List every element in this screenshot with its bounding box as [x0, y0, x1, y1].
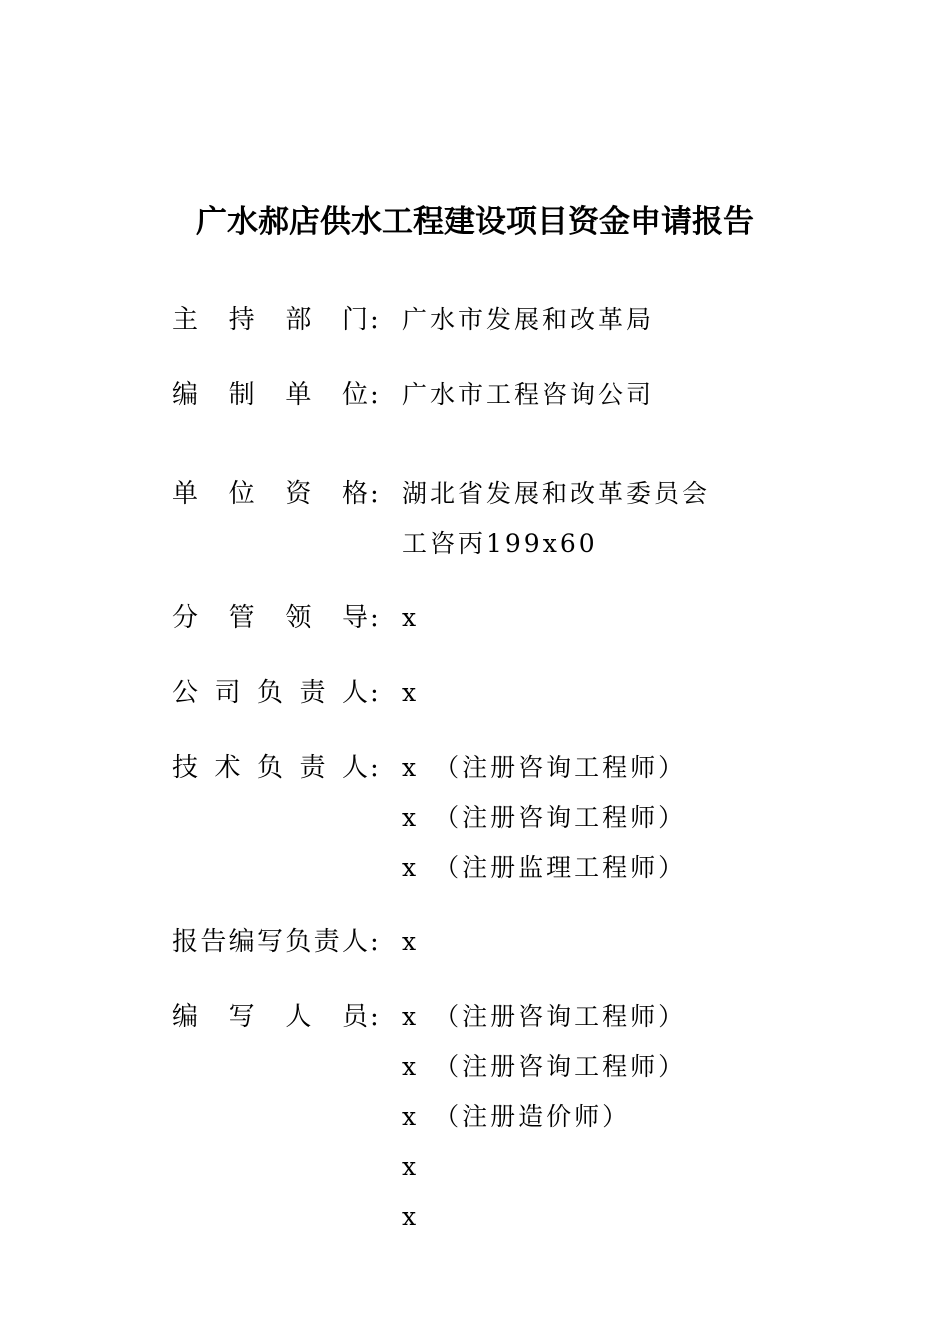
person-line: x （注册造价师）	[402, 1102, 631, 1131]
field-label: 编 写 人 员	[172, 1002, 368, 1032]
field-value: x	[402, 927, 417, 956]
field-value: 湖北省发展和改革委员会	[402, 479, 711, 508]
field-colon: :	[370, 753, 379, 783]
person-line: x	[402, 1152, 417, 1181]
person-line: x （注册咨询工程师）	[402, 803, 687, 832]
field-label: 报 告 编 写 负 责 人	[172, 927, 368, 957]
field-value: 广水市发展和改革局	[402, 305, 655, 334]
report-title: 广水郝店供水工程建设项目资金申请报告	[196, 204, 754, 240]
field-label: 编 制 单 位	[172, 380, 368, 410]
person-line: x （注册监理工程师）	[402, 853, 687, 882]
field-label: 单 位 资 格	[172, 479, 368, 509]
field-colon: :	[370, 305, 379, 335]
field-value: 工咨丙199x60	[402, 529, 598, 558]
person-line: x （注册咨询工程师）	[402, 753, 687, 782]
field-value: x	[402, 603, 417, 632]
person-line: x	[402, 1202, 417, 1231]
field-colon: :	[370, 479, 379, 509]
field-colon: :	[370, 603, 379, 633]
field-label: 技 术 负 责 人	[172, 753, 368, 783]
field-label: 分 管 领 导	[172, 603, 368, 633]
field-value: x	[402, 678, 417, 707]
field-label: 主 持 部 门	[172, 305, 368, 335]
field-colon: :	[370, 927, 379, 957]
person-line: x （注册咨询工程师）	[402, 1002, 687, 1031]
field-colon: :	[370, 1002, 379, 1032]
field-label: 公 司 负 责 人	[172, 678, 368, 708]
field-value: 广水市工程咨询公司	[402, 380, 655, 409]
person-line: x （注册咨询工程师）	[402, 1052, 687, 1081]
field-colon: :	[370, 380, 379, 410]
field-colon: :	[370, 678, 379, 708]
